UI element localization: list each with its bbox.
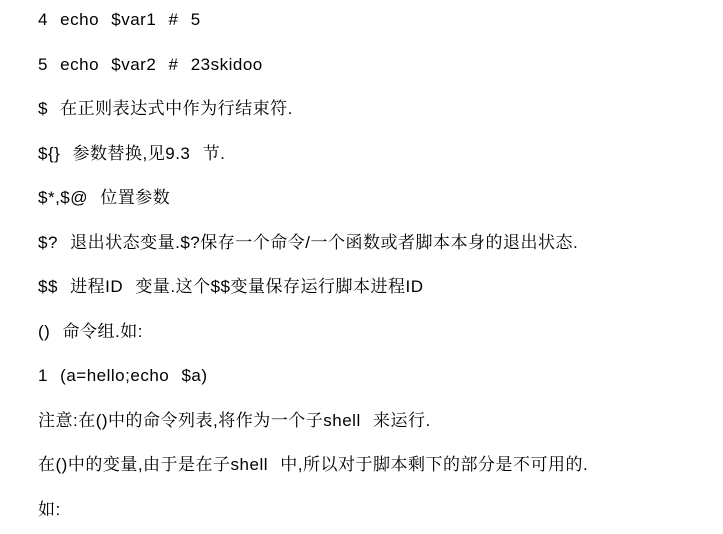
text-line-subshell-note: 注意:在()中的命令列表,将作为一个子shell 来运行. <box>38 410 431 430</box>
text-line-dollar-regex: $ 在正则表达式中作为行结束符. <box>38 99 293 118</box>
text-line-positional-params: $*,$@ 位置参数 <box>38 188 171 207</box>
text-line-param-substitution: ${} 参数替换,见9.3 节. <box>38 143 226 163</box>
text-line-subshell-scope: 在()中的变量,由于是在子shell 中,所以对于脚本剩下的部分是不可用的. <box>38 455 589 474</box>
text-line-echo-var1: 4 echo $var1 # 5 <box>38 10 201 29</box>
text-line-exit-status: $? 退出状态变量.$?保存一个命令/一个函数或者脚本本身的退出状态. <box>38 232 579 252</box>
text-line-process-id: $$ 进程ID 变量.这个$$变量保存运行脚本进程ID <box>38 277 424 296</box>
text-line-example-label: 如: <box>38 499 61 519</box>
text-line-subshell-example: 1 (a=hello;echo $a) <box>38 366 208 385</box>
text-line-echo-var2: 5 echo $var2 # 23skidoo <box>38 54 263 74</box>
text-line-command-group: () 命令组.如: <box>38 321 143 341</box>
